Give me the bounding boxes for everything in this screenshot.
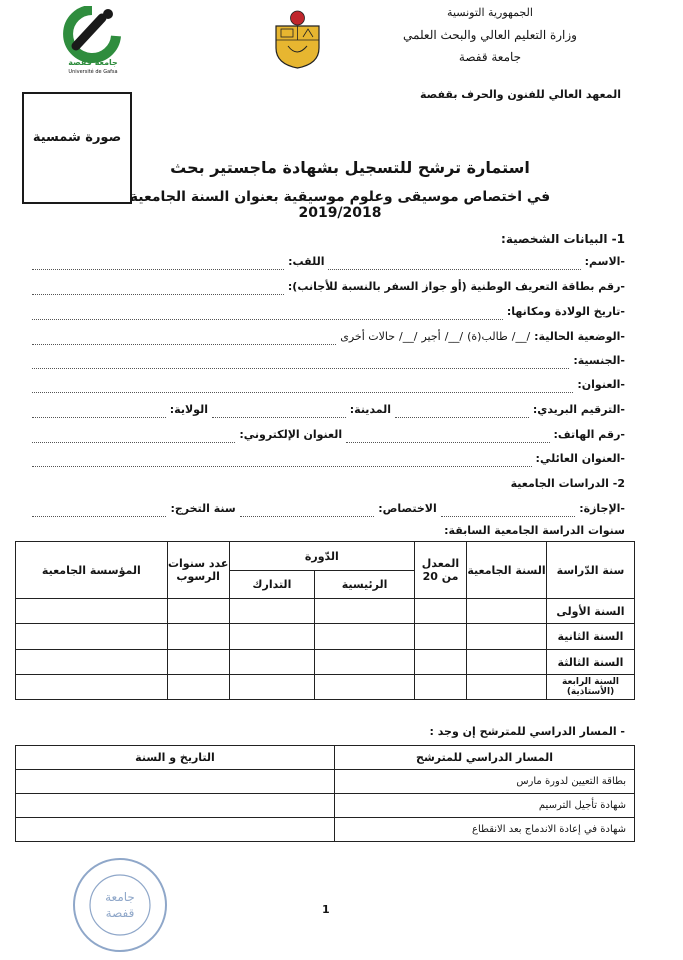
cell[interactable]: [16, 624, 168, 650]
cell[interactable]: [229, 650, 314, 675]
cell[interactable]: [16, 599, 168, 624]
cell[interactable]: [315, 599, 415, 624]
th-average-label: المعدل: [421, 557, 460, 570]
phone-label: -رقم الهاتف:: [553, 428, 625, 441]
official-stamp: [70, 855, 170, 955]
cell[interactable]: [16, 650, 168, 675]
cell[interactable]: [229, 599, 314, 624]
header-republic: الجمهورية التونسية: [447, 6, 533, 19]
cell[interactable]: [415, 650, 467, 675]
status-other-field[interactable]: [32, 335, 336, 345]
th-date: التاريخ و السنة: [16, 746, 335, 770]
email-label: العنوان الإلكتروني:: [239, 428, 343, 441]
cell[interactable]: [467, 650, 547, 675]
th-session: الدّورة: [229, 542, 414, 571]
prev-years-row: [28, 523, 625, 539]
photo-box: [22, 92, 132, 204]
id-label: -رقم بطاقة التعريف الوطنية (أو جواز السفر بالنسبة للأجانب):: [287, 280, 625, 293]
specialty-field[interactable]: [240, 507, 374, 517]
address-row: [28, 377, 625, 393]
th-fail-years: [167, 542, 229, 599]
status-student-checkbox[interactable]: /__/: [511, 330, 531, 343]
grad-year-label: سنة التخرج:: [170, 502, 236, 515]
nationality-row: [28, 353, 625, 369]
table-row: [16, 624, 635, 650]
name-field[interactable]: [328, 260, 580, 270]
row-label: السنة الثالثة: [547, 650, 635, 675]
cell[interactable]: [167, 624, 229, 650]
id-field[interactable]: [32, 285, 284, 295]
status-employee-label: أجير: [421, 330, 441, 343]
th-institution: المؤسسة الجامعية: [16, 542, 168, 599]
postal-row: [28, 402, 625, 418]
th-path: المسار الدراسي للمترشح: [335, 746, 635, 770]
logo-text-ar: جامعة قفصة: [68, 58, 118, 67]
path-row-label: بطاقة التعيين لدورة مارس: [335, 770, 635, 794]
status-row: [28, 329, 625, 345]
th-average: [415, 542, 467, 599]
cell[interactable]: [16, 675, 168, 700]
cell[interactable]: [467, 599, 547, 624]
section1-heading-row: [28, 231, 625, 247]
status-student-label: طالب(ة): [467, 330, 508, 343]
section3-heading: - المسار الدراسي للمترشح إن وجد :: [429, 725, 625, 738]
cell[interactable]: [16, 770, 335, 794]
phone-field[interactable]: [346, 433, 549, 443]
header-university: جامعة قفصة: [458, 50, 522, 64]
row-label: السنة الرابعة (الأستاذية): [547, 675, 635, 700]
form-subtitle: في اختصاص موسيقى وعلوم موسيقية بعنوان السنة الجامعية 2019/2018: [129, 189, 551, 221]
status-label: -الوضعية الحالية:: [534, 330, 625, 343]
state-label: الولاية:: [169, 403, 208, 416]
status-employee-checkbox[interactable]: /__/: [444, 330, 464, 343]
address-field[interactable]: [32, 383, 573, 393]
birth-field[interactable]: [32, 310, 503, 320]
status-other-checkbox[interactable]: /__/: [399, 330, 418, 343]
postal-label: -الترقيم البريدي:: [532, 403, 625, 416]
grad-year-field[interactable]: [32, 507, 166, 517]
cell[interactable]: [415, 599, 467, 624]
th-study-year: سنة الدّراسة: [547, 542, 635, 599]
table-row: [16, 650, 635, 675]
cell[interactable]: [16, 818, 335, 842]
row-label: السنة الثانية: [547, 624, 635, 650]
surname-label: اللقب:: [288, 255, 325, 268]
name-row: [28, 254, 625, 270]
postal-field[interactable]: [395, 408, 529, 418]
table-row: [16, 770, 635, 794]
table-row: [16, 794, 635, 818]
state-field[interactable]: [32, 408, 166, 418]
city-field[interactable]: [212, 408, 346, 418]
phone-row: [28, 427, 625, 443]
birth-label: -تاريخ الولادة ومكانها:: [506, 305, 625, 318]
th-main: الرئيسية: [315, 571, 415, 599]
cell[interactable]: [16, 794, 335, 818]
license-row: [28, 501, 625, 517]
id-row: [28, 279, 625, 295]
row-label: السنة الأولى: [547, 599, 635, 624]
svg-text:قفصة: قفصة: [105, 906, 135, 920]
name-label: -الاسم:: [584, 255, 625, 268]
table-row: [16, 599, 635, 624]
path-row-label: شهادة تأجيل الترسيم: [335, 794, 635, 818]
section1-heading: 1- البيانات الشخصية:: [501, 232, 625, 246]
svg-text:جامعة: جامعة: [105, 890, 135, 904]
nationality-label: -الجنسية:: [573, 354, 625, 367]
photo-label: صورة شمسية: [32, 130, 122, 145]
birth-row: [28, 304, 625, 320]
cell[interactable]: [167, 675, 229, 700]
license-label: -الإجازة:: [579, 502, 625, 515]
cell[interactable]: [229, 675, 314, 700]
cell[interactable]: [415, 624, 467, 650]
cell[interactable]: [167, 650, 229, 675]
cell[interactable]: [415, 675, 467, 700]
path-row-label: شهادة في إعادة الاندماج بعد الانقطاع: [335, 818, 635, 842]
coat-of-arms-icon: [270, 10, 325, 70]
family-address-row: [28, 451, 625, 467]
surname-field[interactable]: [32, 260, 284, 270]
th-academic-year: السنة الجامعية: [467, 542, 547, 599]
status-other-label: حالات أخرى: [340, 330, 396, 343]
specialty-label: الاختصاص:: [378, 502, 437, 515]
cell[interactable]: [315, 624, 415, 650]
header-institute: المعهد العالي للفنون والحرف بقفصة: [420, 88, 621, 101]
cell[interactable]: [229, 624, 314, 650]
section3-heading-row: [28, 724, 625, 740]
logo-text-fr: Université de Gafsa: [68, 69, 118, 75]
th-makeup: التدارك: [229, 571, 314, 599]
license-field[interactable]: [441, 507, 575, 517]
address-label: -العنوان:: [577, 378, 625, 391]
family-address-label: -العنوان العائلي:: [535, 452, 625, 465]
table-row: [16, 675, 635, 700]
study-path-table: [15, 745, 635, 842]
th-average-sub: من 20: [422, 570, 459, 583]
table-row: [16, 818, 635, 842]
header-ministry: وزارة التعليم العالي والبحث العلمي: [403, 28, 577, 42]
prev-years-label: سنوات الدراسة الجامعية السابقة:: [444, 524, 625, 537]
section2-heading: 2- الدراسات الجامعية: [510, 477, 625, 490]
cell[interactable]: [315, 675, 415, 700]
city-label: المدينة:: [349, 403, 392, 416]
cell[interactable]: [467, 675, 547, 700]
email-field[interactable]: [32, 433, 235, 443]
cell[interactable]: [315, 650, 415, 675]
cell[interactable]: [167, 599, 229, 624]
prev-studies-table: [15, 541, 635, 700]
section2-heading-row: [28, 476, 625, 492]
form-title: استمارة ترشح للتسجيل بشهادة ماجستير بحث: [170, 158, 530, 177]
family-address-field[interactable]: [32, 457, 532, 467]
cell[interactable]: [467, 624, 547, 650]
nationality-field[interactable]: [32, 359, 569, 369]
th-fail-years-label: عدد سنوات: [167, 557, 229, 570]
th-fail-years-sub: الرسوب: [176, 570, 220, 583]
page-number: 1: [322, 903, 330, 916]
